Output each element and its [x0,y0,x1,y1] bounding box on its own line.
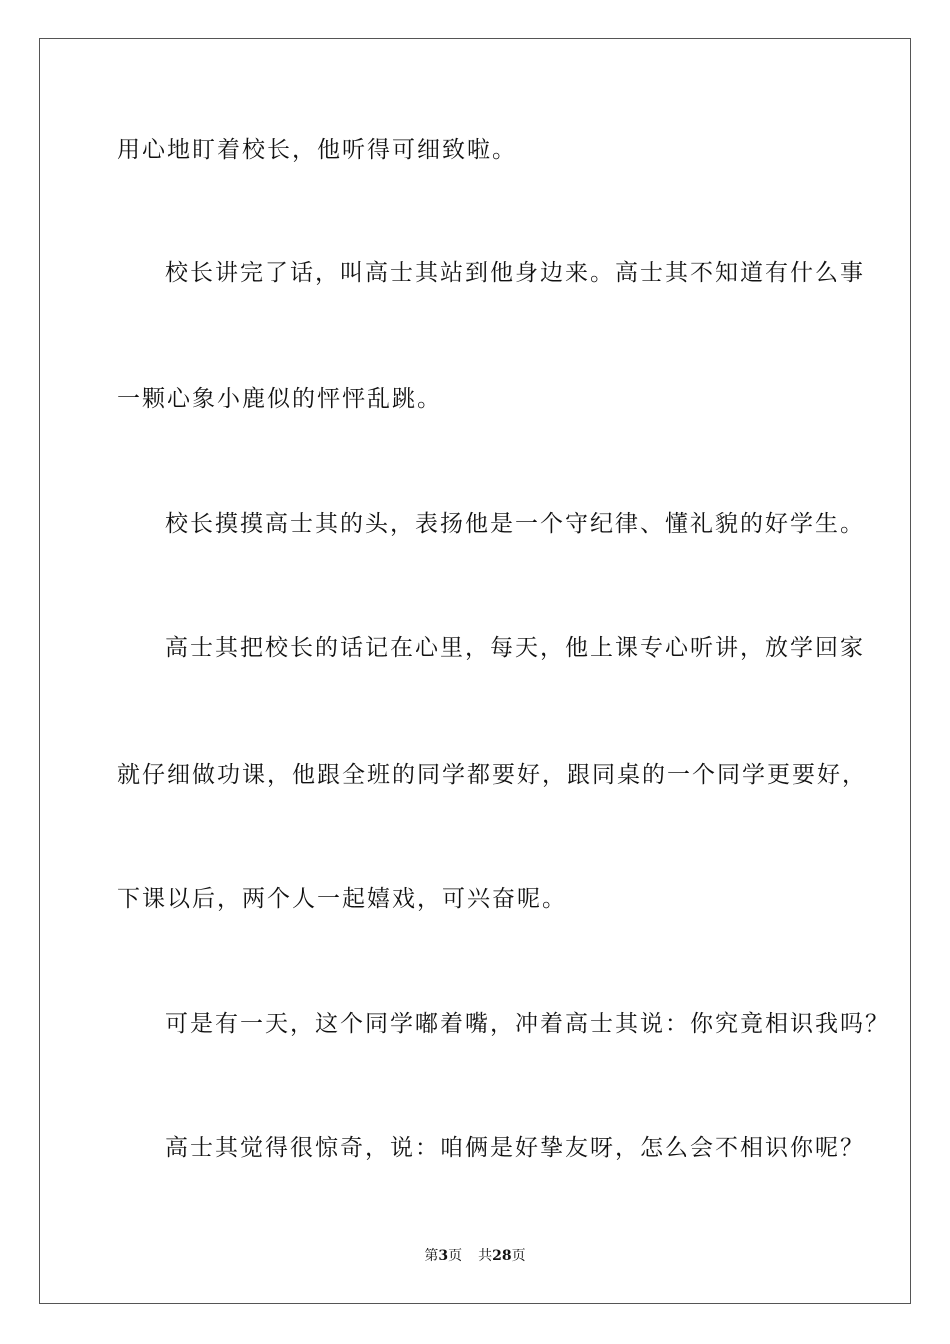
text-line-2: 校长讲完了话，叫高士其站到他身边来。高士其不知道有什么事 [165,260,865,286]
footer-page-suffix: 页 [448,1248,463,1264]
text-line-7: 下课以后，两个人一起嬉戏，可兴奋呢。 [117,886,567,912]
footer-total-pages: 28 [492,1248,512,1264]
footer-total-suffix: 页 [511,1248,526,1264]
footer-total-prefix: 共 [478,1248,493,1264]
text-line-8: 可是有一天，这个同学嘟着嘴，冲着高士其说：你究竟相识我吗？ [165,1011,890,1037]
text-line-1: 用心地盯着校长，他听得可细致啦。 [117,137,517,163]
text-line-3: 一颗心象小鹿似的怦怦乱跳。 [117,386,442,412]
text-line-6: 就仔细做功课，他跟全班的同学都要好，跟同桌的一个同学更要好， [117,762,867,788]
footer-page-number: 3 [438,1248,449,1264]
page-footer [0,1246,950,1266]
text-line-9: 高士其觉得很惊奇，说：咱俩是好挚友呀，怎么会不相识你呢？ [165,1135,865,1161]
text-line-5: 高士其把校长的话记在心里，每天，他上课专心听讲，放学回家 [165,635,865,661]
footer-page-prefix: 第 [424,1248,439,1264]
page-border [39,38,911,1304]
text-line-4: 校长摸摸高士其的头，表扬他是一个守纪律、懂礼貌的好学生。 [165,511,865,537]
